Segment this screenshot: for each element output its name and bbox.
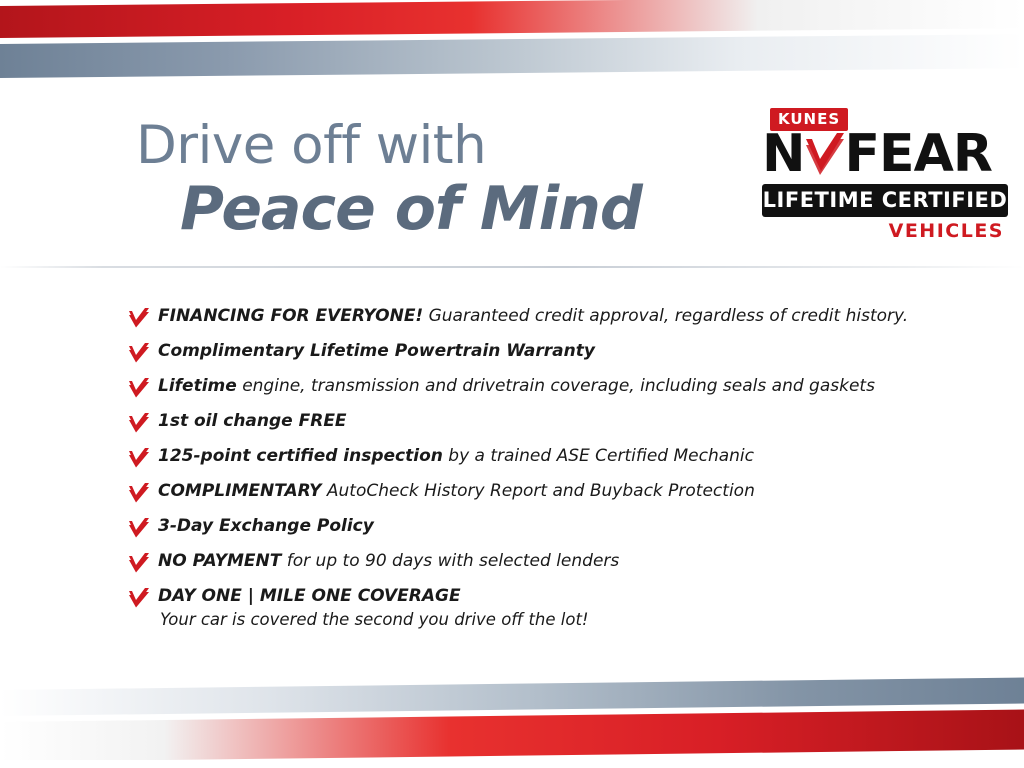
list-item-text bbox=[158, 446, 754, 467]
list-item-emphasis: Lifetime bbox=[158, 376, 237, 396]
list-item-emphasis: 3-Day Exchange Policy bbox=[158, 516, 374, 536]
logo-word-after: FEAR bbox=[844, 124, 992, 184]
headline-block bbox=[136, 115, 756, 244]
check-icon bbox=[128, 448, 150, 468]
list-item-emphasis: COMPLIMENTARY bbox=[158, 481, 322, 501]
kunes-no-fear-logo bbox=[762, 108, 1008, 248]
list-item-emphasis: 125-point certified inspection bbox=[158, 446, 443, 466]
benefits-list bbox=[128, 306, 948, 644]
list-item bbox=[128, 446, 948, 468]
list-item-detail: Guaranteed credit approval, regardless of credit history. bbox=[423, 306, 909, 326]
list-item bbox=[128, 376, 948, 398]
bottom-gray-stripe bbox=[0, 677, 1024, 716]
list-item-text bbox=[158, 376, 875, 397]
check-icon bbox=[128, 343, 150, 363]
check-icon bbox=[128, 413, 150, 433]
list-item-emphasis: DAY ONE | MILE ONE COVERAGE bbox=[158, 586, 461, 606]
headline-line-1: Drive off with bbox=[136, 115, 487, 176]
logo-wordmark bbox=[762, 124, 992, 184]
list-item-detail: engine, transmission and drivetrain coverage, including seals and gaskets bbox=[236, 376, 875, 396]
list-item bbox=[128, 551, 948, 573]
list-item-text bbox=[158, 516, 374, 537]
top-red-stripe bbox=[0, 0, 1024, 38]
list-item bbox=[128, 516, 948, 538]
check-icon bbox=[128, 308, 150, 328]
list-item-subtext: Your car is covered the second you drive off the lot! bbox=[160, 610, 589, 630]
logo-word-before: N bbox=[762, 124, 805, 184]
list-item bbox=[128, 481, 948, 503]
list-item-detail: AutoCheck History Report and Buyback Protection bbox=[321, 481, 755, 501]
list-item-emphasis: FINANCING FOR EVERYONE! bbox=[158, 306, 424, 326]
logo-lifetime-banner: LIFETIME CERTIFIED bbox=[762, 184, 1008, 217]
headline-divider bbox=[0, 266, 1024, 268]
list-item bbox=[128, 341, 948, 363]
list-item-detail: for up to 90 days with selected lenders bbox=[281, 551, 620, 571]
check-icon bbox=[128, 553, 150, 573]
logo-brand-tag: KUNES bbox=[770, 108, 848, 131]
bottom-white-edge bbox=[0, 760, 1024, 768]
list-item bbox=[128, 306, 948, 328]
check-icon bbox=[128, 518, 150, 538]
headline-line-2: Peace of Mind bbox=[180, 173, 642, 244]
list-item bbox=[128, 586, 948, 631]
list-item bbox=[128, 411, 948, 433]
logo-vehicles-text: VEHICLES bbox=[888, 220, 1004, 242]
check-icon bbox=[128, 378, 150, 398]
list-item-text bbox=[158, 306, 908, 327]
list-item-text bbox=[158, 551, 619, 572]
check-icon bbox=[128, 483, 150, 503]
check-icon bbox=[803, 131, 847, 177]
list-item-emphasis: NO PAYMENT bbox=[158, 551, 282, 571]
list-item-emphasis: Complimentary Lifetime Powertrain Warranty bbox=[158, 341, 595, 361]
bottom-red-stripe bbox=[0, 709, 1024, 762]
list-item-text bbox=[158, 586, 589, 631]
list-item-text bbox=[158, 341, 595, 362]
check-icon bbox=[128, 588, 150, 608]
list-item-text bbox=[158, 481, 755, 502]
list-item-text bbox=[158, 411, 347, 432]
list-item-detail: by a trained ASE Certified Mechanic bbox=[442, 446, 754, 466]
list-item-emphasis: 1st oil change FREE bbox=[158, 411, 347, 431]
